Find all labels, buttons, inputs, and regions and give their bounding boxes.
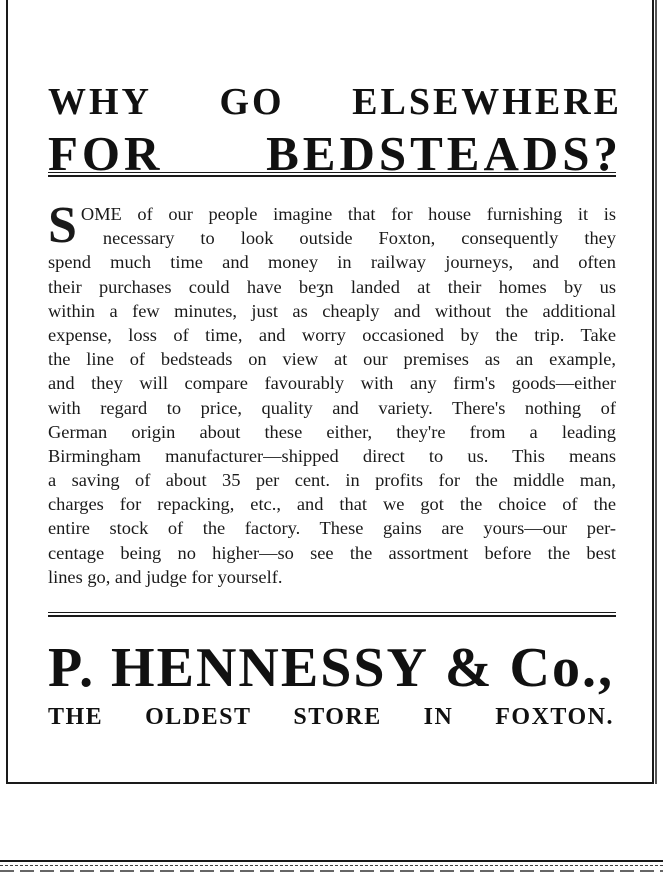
store-name-word: HENNESSY (111, 637, 429, 699)
body-line: charges for repacking, etc., and that we got the choice of the (48, 494, 616, 515)
page-bottom-rule (0, 860, 663, 866)
body-line: their purchases could have beʒn landed at their homes by us (48, 276, 616, 297)
body-line: within a few minutes, just as cheaply and without the additional (48, 300, 616, 321)
tagline-word: FOXTON. (495, 704, 614, 730)
body-line: lines go, and judge for yourself. (48, 566, 283, 587)
page-edge (655, 0, 657, 784)
store-tagline (48, 704, 614, 731)
body-line: Birmingham manufacturer—shipped direct to us. This means (48, 445, 616, 466)
store-name-word: P. (48, 637, 96, 699)
tagline-word: THE (48, 704, 104, 730)
body-line: expense, loss of time, and worry occasioned by the trip. Take (48, 324, 616, 345)
body-line: with regard to price, quality and variety. There's nothing of (48, 397, 616, 418)
headline-line-1 (48, 80, 622, 124)
headline-word: WHY (48, 81, 152, 123)
body-line: the line of bedsteads on view at our premises as an example, (48, 349, 616, 370)
headline-word: FOR (48, 126, 164, 181)
store-divider (48, 612, 616, 617)
body-line: entire stock of the factory. These gains are yours—our per- (48, 518, 616, 539)
headline-divider (48, 172, 616, 177)
body-line: OME of our people imagine that for house furnishing it is (80, 204, 616, 224)
body-line: spend much time and money in railway journeys, and often (48, 252, 616, 273)
store-name (48, 636, 614, 700)
drop-cap-lines (81, 202, 616, 250)
tagline-word: IN (423, 704, 454, 730)
body-line: and they will compare favourably with any firm's goods—either (48, 373, 616, 394)
body-copy (48, 197, 616, 589)
body-line: centage being no higher—so see the assortment before the best (48, 542, 616, 563)
store-name-word: & (444, 637, 494, 699)
body-line: necessary to look outside Foxton, consequently they (102, 228, 616, 249)
body-line: German origin about these either, they're from a leading (48, 421, 616, 442)
drop-cap: S (48, 197, 77, 254)
tagline-word: STORE (293, 704, 382, 730)
page-bottom-rule-dashed (0, 870, 663, 872)
body-line: a saving of about 35 per cent. in profits for the middle man, (48, 470, 616, 491)
headline-word: GO (219, 81, 285, 123)
headline-word: ELSEWHERE (352, 81, 622, 123)
store-name-word: Co., (509, 637, 614, 699)
tagline-word: OLDEST (145, 704, 252, 730)
headline-word: BEDSTEADS? (266, 126, 622, 181)
